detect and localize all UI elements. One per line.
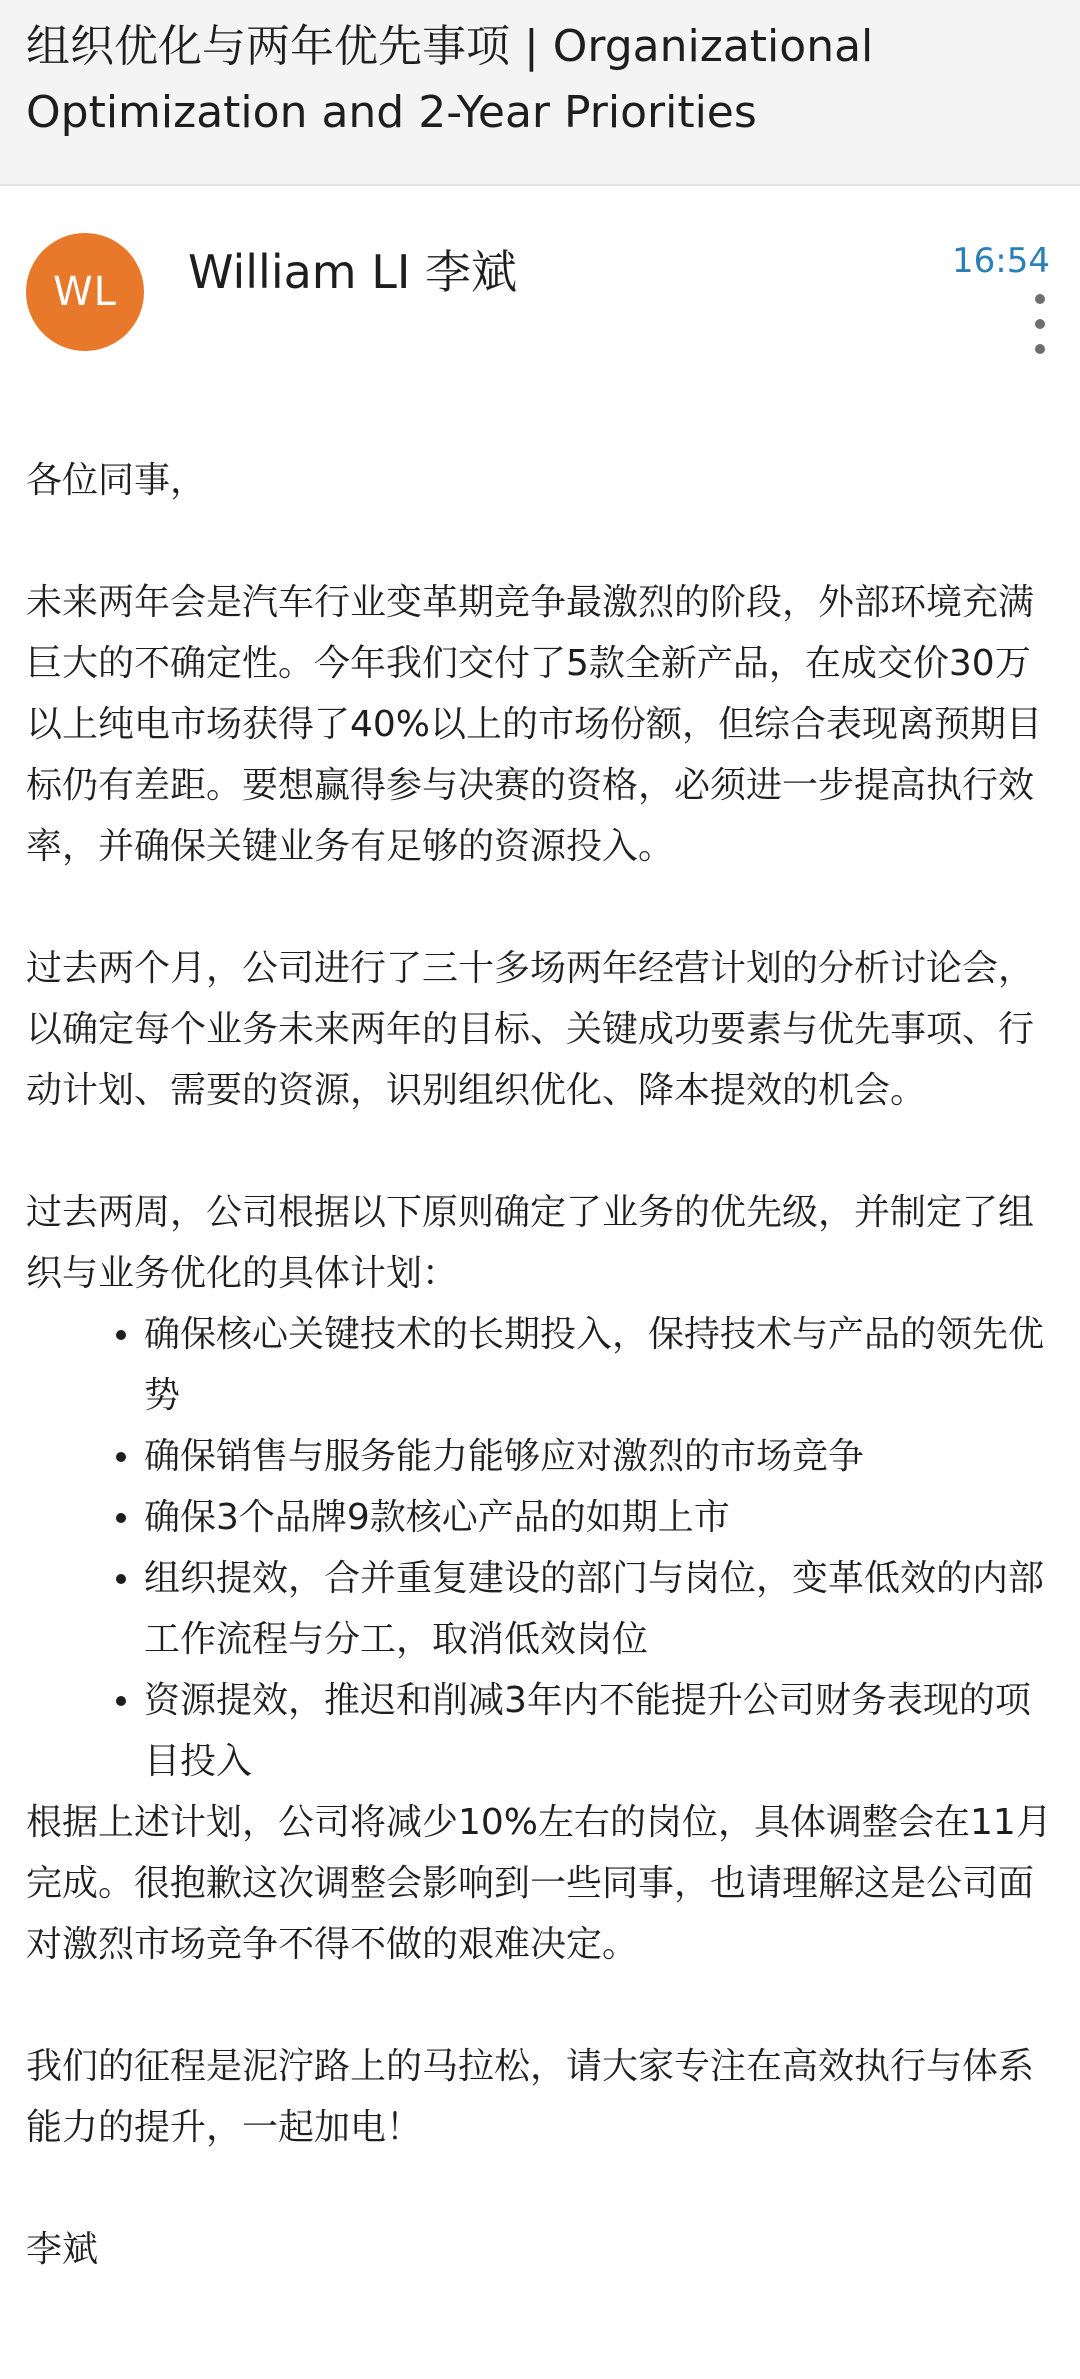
- email-subject: 组织优化与两年优先事项 | Organizational Optimization and 2-Year Priorities: [26, 21, 874, 138]
- paragraph-2: 过去两个月，公司进行了三十多场两年经营计划的分析讨论会，以确定每个业务未来两年的目标、关键成功要素与优先事项、行动计划、需要的资源，识别组织优化、降本提效的机会。: [26, 948, 1035, 1111]
- subject-bar: [0, 0, 1080, 186]
- more-vertical-icon-dot: [1035, 344, 1045, 354]
- more-vertical-icon: [1035, 294, 1045, 304]
- paragraph-1: 未来两年会是汽车行业变革期竞争最激烈的阶段，外部环境充满巨大的不确定性。今年我们交付了5款全新产品，在成交价30万以上纯电市场获得了40%以上的市场份额，但综合表现离预期目标仍有差距。要想赢得参与决赛的资格，必须进一步提高执行效率，并确保关键业务有足够的资源投入。: [26, 582, 1043, 867]
- list-item: 确保核心关键技术的长期投入，保持技术与产品的领先优势: [144, 1304, 1056, 1426]
- sender-name[interactable]: William LI 李斌: [188, 245, 518, 299]
- signature: 李斌: [26, 2229, 99, 2270]
- list-item: 确保3个品牌9款核心产品的如期上市: [144, 1487, 1056, 1548]
- more-vertical-icon-dot: [1035, 319, 1045, 329]
- more-options-button[interactable]: [1028, 294, 1052, 354]
- list-item: 组织提效，合并重复建设的部门与岗位，变革低效的内部工作流程与分工，取消低效岗位: [144, 1548, 1056, 1670]
- email-header: [0, 186, 1080, 386]
- principles-list: [26, 1304, 1056, 1792]
- email-body: [26, 450, 1056, 2280]
- list-item: 资源提效，推迟和削减3年内不能提升公司财务表现的项目投入: [144, 1670, 1056, 1792]
- paragraph-5: 我们的征程是泥泞路上的马拉松，请大家专注在高效执行与体系能力的提升，一起加电！: [26, 2046, 1035, 2148]
- paragraph-4: 根据上述计划，公司将减少10%左右的岗位，具体调整会在11月完成。很抱歉这次调整会影响到一些同事，也请理解这是公司面对激烈市场竞争不得不做的艰难决定。: [26, 1802, 1052, 1965]
- avatar-initials: WL: [53, 269, 117, 315]
- paragraph-3: 过去两周，公司根据以下原则确定了业务的优先级，并制定了组织与业务优化的具体计划：: [26, 1192, 1035, 1294]
- email-time: 16:54: [952, 241, 1050, 281]
- list-item: 确保销售与服务能力能够应对激烈的市场竞争: [144, 1426, 1056, 1487]
- avatar[interactable]: [26, 233, 144, 351]
- greeting: 各位同事，: [26, 460, 207, 501]
